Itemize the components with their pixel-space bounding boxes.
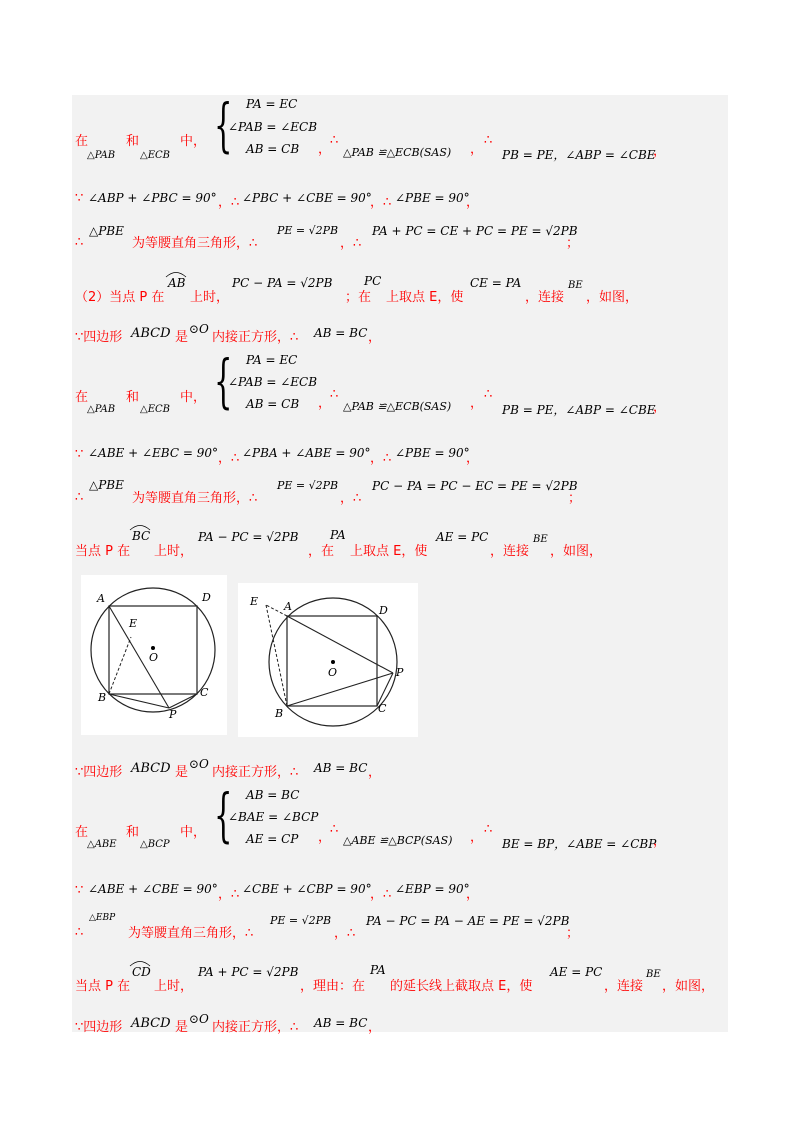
triangle-label: △ECB [140, 404, 170, 415]
text-mid: 中， [180, 134, 207, 149]
text-mid: 中， [180, 825, 207, 840]
vertex-label: B [98, 691, 107, 704]
statement-text: ∵四边形 [75, 330, 123, 345]
arc-label: CD [132, 965, 151, 979]
quadrilateral-label: ABCD [131, 326, 171, 341]
equation: PA + PC = √2PB [198, 965, 299, 979]
equation: ∠PBA + ∠ABE = 90° [242, 446, 371, 460]
vertex-label: O [149, 651, 159, 664]
statement-text: ，理由：在 [300, 979, 366, 994]
segment-ap [109, 606, 169, 708]
system-eq-3: AB = CB [246, 142, 300, 156]
statement-text: ；在 [345, 290, 372, 305]
statement-text: ，连接 [525, 290, 565, 305]
system-eq-3: AB = CB [246, 397, 300, 411]
statement-text: ，如图， [586, 290, 639, 305]
circle-label: ⊙O [189, 322, 209, 336]
therefore-symbol: ∴ [75, 235, 84, 250]
segment-cp [169, 694, 197, 708]
text-therefore: ，∴ [370, 451, 392, 466]
statement-text: ，连接 [490, 544, 530, 559]
text-comma: ， [466, 195, 480, 210]
system-eq-1: AB = BC [246, 788, 300, 802]
equation: ∠ABP + ∠PBC = 90° [88, 191, 217, 205]
triangle-label: △PAB [87, 404, 116, 415]
equation: ∠ABE + ∠EBC = 90° [88, 446, 218, 460]
statement-text: 内接正方形，∴ [212, 330, 299, 345]
segment-label: BE [646, 969, 661, 980]
text-therefore: ，∴ [334, 926, 356, 941]
equation: ∠PBE = 90° [395, 446, 470, 460]
vertex-label: E [129, 617, 138, 630]
equation: AE = PC [436, 530, 489, 544]
text-semicolon: ； [566, 236, 580, 251]
circle-label: ⊙O [189, 757, 209, 771]
vertex-label: E [250, 595, 259, 608]
statement-text: 当点 P 在 [75, 979, 131, 994]
text-in: 在 [75, 825, 89, 840]
vertex-label: D [202, 591, 211, 604]
vertex-label: A [284, 600, 292, 613]
equation: PC − PA = PC − EC = PE = √2PB [372, 479, 578, 493]
segment-label: PC [364, 274, 382, 288]
therefore-symbol: ∴ [484, 133, 493, 148]
equation: ∠EBP = 90° [395, 882, 470, 896]
arc-label: AB [168, 276, 186, 290]
text-semicolon: ； [566, 926, 580, 941]
equation: AB = BC [314, 761, 368, 775]
equation: PA − PC = √2PB [198, 530, 299, 544]
equation: PE = √2PB [270, 914, 332, 927]
statement-text: ，连接 [604, 979, 644, 994]
equation: ∠PBE = 90° [395, 191, 470, 205]
therefore-symbol: ∴ [484, 822, 493, 837]
system-eq-1: PA = EC [246, 353, 298, 367]
quadrilateral-label: ABCD [131, 1016, 171, 1031]
triangle-label: △PAB [87, 150, 116, 161]
therefore-symbol: ∴ [484, 387, 493, 402]
text-comma: ， [466, 451, 480, 466]
vertex-label: P [169, 708, 177, 721]
segment-label: BE [568, 280, 583, 291]
text-comma: ， [653, 144, 667, 159]
text-comma: ， [368, 330, 382, 345]
figure-1 [81, 575, 227, 735]
therefore-symbol: ∴ [330, 133, 339, 148]
equation: ∠PBC + ∠CBE = 90° [242, 191, 372, 205]
statement-text: 上取点 E，使 [386, 290, 464, 305]
arc-label: BC [132, 529, 151, 543]
statement-text: 为等腰直角三角形，∴ [128, 926, 254, 941]
arc-mark-icon [129, 523, 151, 531]
statement-text: 是 [175, 330, 189, 345]
triangle-label: △PBE [89, 224, 124, 238]
therefore-symbol: ∴ [75, 490, 84, 505]
statement-text: 上时， [154, 979, 194, 994]
vertex-label: C [200, 686, 209, 699]
vertex-label: B [275, 707, 284, 720]
text-comma: ， [318, 830, 332, 845]
text-therefore: ，∴ [340, 236, 362, 251]
statement-text: 是 [175, 1020, 189, 1035]
equation: PA − PC = PA − AE = PE = √2PB [366, 914, 570, 928]
text-and: 和 [126, 134, 140, 149]
text-therefore: ，∴ [218, 195, 240, 210]
statement-text: 上时， [190, 290, 230, 305]
system-eq-1: PA = EC [246, 97, 298, 111]
triangle-label: △BCP [140, 839, 170, 850]
figure-2-diagram [238, 583, 418, 737]
vertex-label: P [396, 666, 404, 679]
segment-be [109, 637, 131, 694]
statement-text: 内接正方形，∴ [212, 1020, 299, 1035]
text-comma: ， [470, 142, 484, 157]
statement-text: ∵四边形 [75, 765, 123, 780]
quadrilateral-label: ABCD [131, 761, 171, 776]
triangle-label: △ABE [87, 839, 117, 850]
center-dot [151, 646, 155, 650]
text-semicolon: ； [568, 491, 582, 506]
text-therefore: ，∴ [218, 451, 240, 466]
system-brace: { [214, 91, 233, 159]
result-eq: BE = BP，∠ABE = ∠CBP [502, 837, 657, 851]
statement-text: ，如图， [662, 979, 715, 994]
text-comma: ， [470, 830, 484, 845]
system-eq-2: ∠PAB = ∠ECB [228, 375, 318, 389]
equation: CE = PA [470, 276, 522, 290]
statement-text: ，如图， [550, 544, 603, 559]
because-symbol: ∵ [75, 883, 84, 898]
system-brace: { [214, 347, 233, 415]
equation: AB = BC [314, 326, 368, 340]
equation: PE = √2PB [277, 224, 339, 237]
triangle-label: △ECB [140, 150, 170, 161]
triangle-label: △PBE [89, 478, 124, 492]
congruence-statement: △PAB ≌△ECB(SAS) [343, 400, 452, 413]
statement-text: ，在 [308, 544, 335, 559]
text-therefore: ，∴ [218, 887, 240, 902]
statement-text: 的延长线上截取点 E，使 [390, 979, 533, 994]
statement-text: ∵四边形 [75, 1020, 123, 1035]
system-eq-2: ∠BAE = ∠BCP [228, 810, 319, 824]
segment-label: PA [330, 528, 346, 542]
equation: PE = √2PB [277, 479, 339, 492]
equation: ∠ABE + ∠CBE = 90° [88, 882, 218, 896]
statement-text: 上时， [154, 544, 194, 559]
text-comma: ， [470, 396, 484, 411]
figure-2 [238, 583, 418, 737]
system-eq-2: ∠PAB = ∠ECB [228, 120, 318, 134]
text-and: 和 [126, 825, 140, 840]
text-and: 和 [126, 390, 140, 405]
equation: PC − PA = √2PB [232, 276, 333, 290]
text-mid: 中， [180, 390, 207, 405]
text-comma: ， [318, 142, 332, 157]
text-therefore: ，∴ [340, 491, 362, 506]
text-comma: ， [368, 765, 382, 780]
therefore-symbol: ∴ [330, 387, 339, 402]
equation: PA + PC = CE + PC = PE = √2PB [372, 224, 578, 238]
segment-label: PA [370, 963, 386, 977]
arc-mark-icon [129, 959, 151, 967]
text-comma: ， [653, 834, 667, 849]
statement-text: 内接正方形，∴ [212, 765, 299, 780]
segment-label: BE [533, 534, 548, 545]
because-symbol: ∵ [75, 191, 84, 206]
therefore-symbol: ∴ [75, 925, 84, 940]
statement-text: 为等腰直角三角形，∴ [132, 491, 258, 506]
result-eq: PB = PE，∠ABP = ∠CBE [502, 403, 656, 417]
statement-text: 当点 P 在 [75, 544, 131, 559]
vertex-label: O [328, 666, 338, 679]
congruence-statement: △PAB ≌△ECB(SAS) [343, 146, 452, 159]
equation: ∠CBE + ∠CBP = 90° [242, 882, 372, 896]
text-therefore: ，∴ [370, 195, 392, 210]
equation: AB = BC [314, 1016, 368, 1030]
therefore-symbol: ∴ [330, 822, 339, 837]
text-comma: ， [466, 887, 480, 902]
text-in: 在 [75, 390, 89, 405]
vertex-label: A [97, 592, 105, 605]
arc-mark-icon [165, 270, 187, 278]
result-eq: PB = PE，∠ABP = ∠CBE [502, 148, 656, 162]
statement-text: （2）当点 P 在 [75, 290, 165, 305]
vertex-label: D [379, 604, 388, 617]
center-dot [331, 660, 335, 664]
statement-text: 为等腰直角三角形，∴ [132, 236, 258, 251]
triangle-label: △EBP [89, 913, 116, 923]
vertex-label: C [378, 702, 387, 715]
text-comma: ， [653, 400, 667, 415]
text-in: 在 [75, 134, 89, 149]
text-comma: ， [318, 396, 332, 411]
because-symbol: ∵ [75, 447, 84, 462]
statement-text: 上取点 E，使 [350, 544, 428, 559]
text-comma: ， [368, 1020, 382, 1035]
equation: AE = PC [550, 965, 603, 979]
congruence-statement: △ABE ≌△BCP(SAS) [343, 834, 453, 847]
circle-label: ⊙O [189, 1012, 209, 1026]
text-therefore: ，∴ [370, 887, 392, 902]
system-eq-3: AE = CP [246, 832, 299, 846]
statement-text: 是 [175, 765, 189, 780]
system-brace: { [214, 781, 233, 849]
